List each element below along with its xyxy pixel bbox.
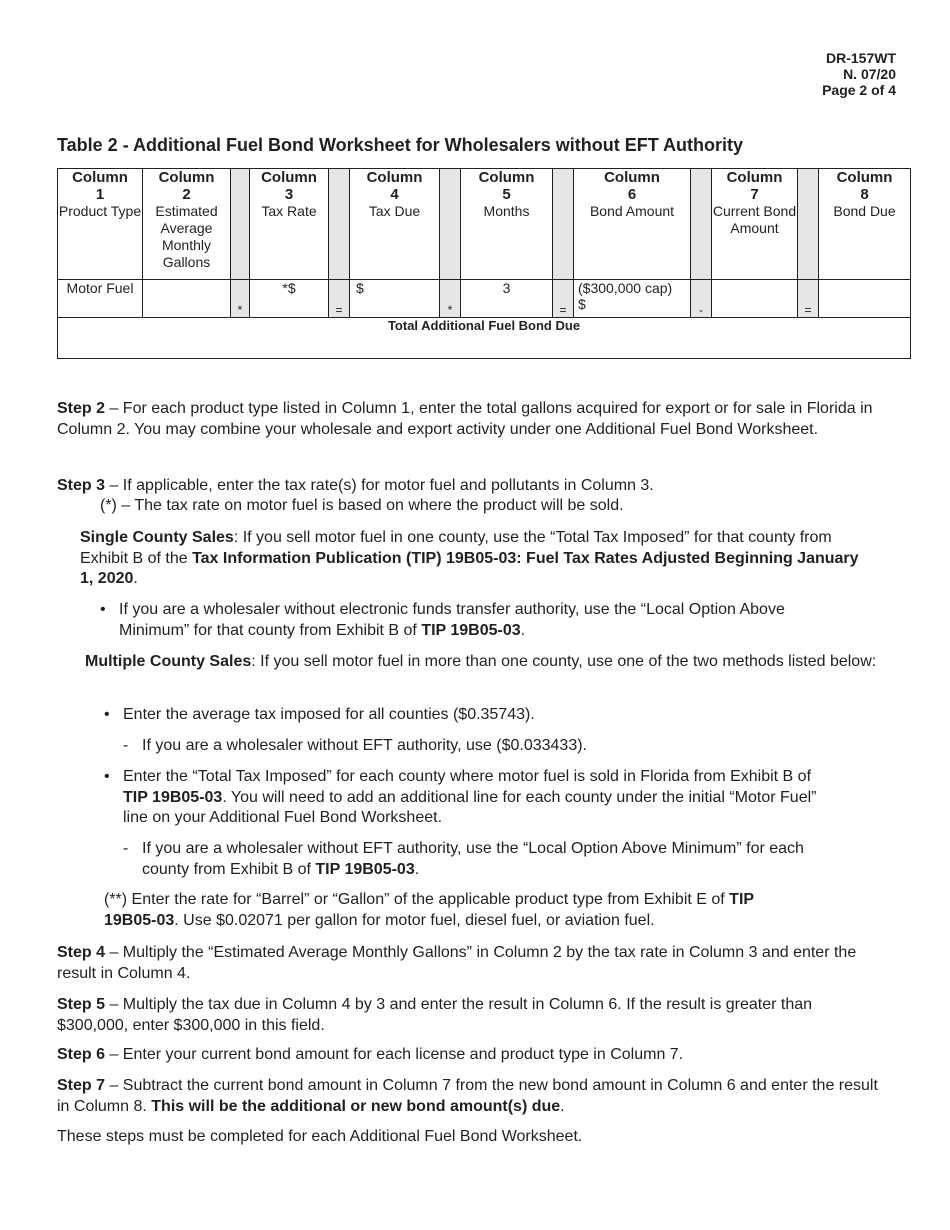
single-county-bullet: If you are a wholesaler without electronic funds transfer authority, use the “Local Option Above Minimum” for that county from Exhibit B of TIP 19B05-03. <box>119 601 785 639</box>
bond-amount-field[interactable] <box>574 280 691 318</box>
step-4: Step 4 – Multiply the “Estimated Average Monthly Gallons” in Column 2 by the tax rate in Column 3 and enter the result in Column 4. <box>57 944 857 982</box>
bullet-dot: • <box>104 768 110 785</box>
bullet-dot: • <box>100 601 106 618</box>
column-7-header: Column 7 Current Bond Amount <box>712 169 798 280</box>
multi-county-bullet-1-sub: If you are a wholesaler without EFT authority, use ($0.033433). <box>142 737 587 754</box>
gallons-field[interactable] <box>143 280 231 318</box>
equals-operator: = <box>329 280 350 318</box>
equals-operator: = <box>798 280 819 318</box>
multiply-operator: * <box>231 280 250 318</box>
operator-cell <box>440 169 461 280</box>
multi-county-bullet-1: Enter the average tax imposed for all counties ($0.35743). <box>123 706 535 723</box>
total-row <box>58 318 911 359</box>
form-identifier <box>822 50 896 98</box>
multi-county-bullet-2-sub: If you are a wholesaler without EFT authority, use the “Local Option Above Minimum” for each county from Exhibit B of TIP 19B05-03. <box>142 840 804 878</box>
table-header-row <box>58 169 911 280</box>
bullet-dot: • <box>104 706 110 723</box>
form-number: DR-157WT <box>825 50 896 66</box>
equals-operator: = <box>553 280 574 318</box>
column-8-header: Column 8 Bond Due <box>819 169 911 280</box>
closing-instruction: These steps must be completed for each Additional Fuel Bond Worksheet. <box>57 1128 583 1145</box>
step-7: Step 7 – Subtract the current bond amount in Column 7 from the new bond amount in Column 6 and enter the result in Column 8. This will be the additional or new bond amount(s) due. <box>57 1077 878 1115</box>
form-revision: N. 07/20 <box>843 66 896 82</box>
pollutant-rate-note: (**) Enter the rate for “Barrel” or “Gallon” of the applicable product type from Exhibit E of TIP 19B05-03. Use $0.02071 per gallon for motor fuel, diesel fuel, or aviation fuel. <box>104 891 754 929</box>
bond-dollar-sign: $ <box>578 296 586 312</box>
multi-county-bullet-2: Enter the “Total Tax Imposed” for each county where motor fuel is sold in Florida from Exhibit B of TIP 19B05-03. You will need to add an additional line for each county under the initial “Motor Fuel” line on your Additional Fuel Bond Worksheet. <box>123 768 817 826</box>
bullet-dash: - <box>123 840 129 857</box>
current-bond-field[interactable] <box>712 280 798 318</box>
months-cell: 3 <box>461 280 553 318</box>
single-county-sales: Single County Sales: If you sell motor fuel in one county, use the “Total Tax Imposed” for that county from Exhibit B of the Tax Information Publication (TIP) 19B05-03: Fuel Tax Rates Adjusted Beginning January 1, 2020. <box>80 529 859 587</box>
operator-cell <box>329 169 350 280</box>
step-5: Step 5 – Multiply the tax due in Column 4 by 3 and enter the result in Column 6. If the result is greater than $300,000, enter $300,000 in this field. <box>57 996 813 1034</box>
step-3: Step 3 – If applicable, enter the tax rate(s) for motor fuel and pollutants in Column 3. <box>57 477 654 494</box>
step-6: Step 6 – Enter your current bond amount for each license and product type in Column 7. <box>57 1046 684 1063</box>
table-row <box>58 280 911 318</box>
column-6-header: Column 6 Bond Amount <box>574 169 691 280</box>
bond-due-field[interactable] <box>819 280 911 318</box>
operator-cell <box>798 169 819 280</box>
step-2: Step 2 – For each product type listed in Column 1, enter the total gallons acquired for export or for sale in Florida in Column 2. You may combine your wholesale and export activity under one Additional Fuel Bond Worksheet. <box>57 400 873 438</box>
operator-cell <box>553 169 574 280</box>
page-number: Page 2 of 4 <box>822 82 896 98</box>
operator-cell <box>691 169 712 280</box>
column-1-header: Column 1 Product Type <box>58 169 143 280</box>
multiply-operator: * <box>440 280 461 318</box>
product-type-cell: Motor Fuel <box>58 280 143 318</box>
column-5-header: Column 5 Months <box>461 169 553 280</box>
tax-due-field[interactable]: $ <box>350 280 440 318</box>
column-3-header: Column 3 Tax Rate <box>250 169 329 280</box>
minus-operator: - <box>691 280 712 318</box>
bond-worksheet-table <box>57 168 911 359</box>
operator-cell <box>231 169 250 280</box>
table-title: Table 2 - Additional Fuel Bond Worksheet for Wholesalers without EFT Authority <box>57 135 744 155</box>
total-bond-due-label: Total Additional Fuel Bond Due <box>58 318 911 359</box>
tax-rate-field[interactable]: *$ <box>250 280 329 318</box>
column-2-header: Column 2 Estimated Average Monthly Gallons <box>143 169 231 280</box>
bond-cap-note: ($300,000 cap) <box>578 280 673 296</box>
step-3-note: (*) – The tax rate on motor fuel is based on where the product will be sold. <box>100 497 624 514</box>
bullet-dash: - <box>123 737 129 754</box>
column-4-header: Column 4 Tax Due <box>350 169 440 280</box>
multiple-county-sales: Multiple County Sales: If you sell motor fuel in more than one county, use one of the two methods listed below: <box>85 653 877 670</box>
